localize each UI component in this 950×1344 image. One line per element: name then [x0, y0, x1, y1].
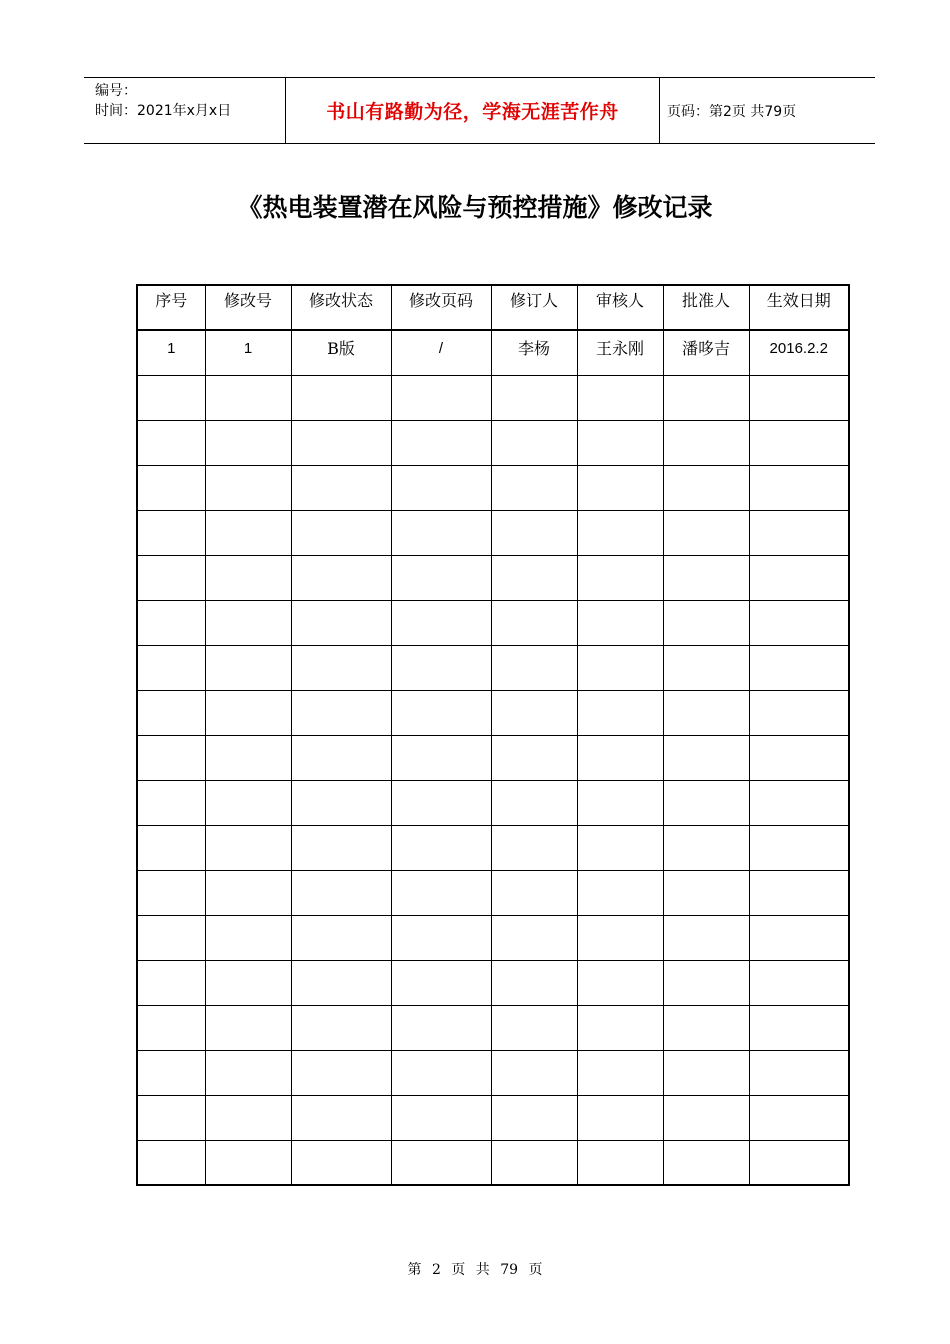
table-cell — [491, 420, 577, 465]
table-cell — [491, 1050, 577, 1095]
table-cell — [491, 645, 577, 690]
table-cell — [577, 1095, 663, 1140]
table-cell — [577, 555, 663, 600]
table-row — [137, 1140, 849, 1185]
table-cell — [205, 645, 291, 690]
table-cell — [137, 375, 205, 420]
table-cell — [391, 1005, 491, 1050]
table-cell — [663, 465, 749, 510]
table-cell — [291, 510, 391, 555]
table-cell — [137, 870, 205, 915]
table-cell — [663, 870, 749, 915]
table-cell — [749, 915, 849, 960]
table-cell — [663, 915, 749, 960]
table-row — [137, 330, 849, 375]
table-cell — [205, 870, 291, 915]
table-cell — [205, 780, 291, 825]
table-cell — [491, 555, 577, 600]
col-header-reviewer: 审核人 — [577, 285, 663, 330]
table-cell — [749, 690, 849, 735]
table-cell: 2016.2.2 — [749, 330, 849, 375]
table-cell — [663, 960, 749, 1005]
table-cell — [391, 645, 491, 690]
table-cell — [291, 1095, 391, 1140]
table-cell — [391, 690, 491, 735]
table-cell — [663, 735, 749, 780]
table-cell — [291, 915, 391, 960]
table-cell — [749, 735, 849, 780]
table-cell — [291, 825, 391, 870]
table-cell — [391, 915, 491, 960]
table-cell — [137, 600, 205, 645]
table-row — [137, 690, 849, 735]
table-cell — [577, 645, 663, 690]
table-cell — [663, 555, 749, 600]
table-cell — [391, 1095, 491, 1140]
table-cell — [205, 1095, 291, 1140]
table-cell — [205, 600, 291, 645]
table-cell — [137, 1095, 205, 1140]
table-cell — [205, 375, 291, 420]
table-cell — [205, 465, 291, 510]
table-cell — [391, 780, 491, 825]
table-cell — [577, 735, 663, 780]
table-cell — [205, 1005, 291, 1050]
table-cell — [663, 645, 749, 690]
table-cell — [663, 600, 749, 645]
table-cell — [491, 375, 577, 420]
doc-number-label: 编号： — [95, 83, 137, 99]
table-cell — [391, 465, 491, 510]
table-cell — [663, 1050, 749, 1095]
table-row — [137, 915, 849, 960]
table-cell — [577, 1005, 663, 1050]
table-cell — [391, 600, 491, 645]
table-cell — [749, 555, 849, 600]
col-header-revision-no: 修改号 — [205, 285, 291, 330]
table-cell — [291, 1140, 391, 1185]
table-cell: 潘哆吉 — [663, 330, 749, 375]
table-cell — [137, 555, 205, 600]
table-cell — [391, 555, 491, 600]
table-cell — [491, 600, 577, 645]
table-cell — [491, 1005, 577, 1050]
table-cell — [205, 420, 291, 465]
table-cell — [663, 375, 749, 420]
table-cell — [291, 960, 391, 1005]
table-cell — [663, 1140, 749, 1185]
table-row — [137, 1050, 849, 1095]
table-cell — [205, 555, 291, 600]
table-cell — [577, 465, 663, 510]
table-cell — [205, 825, 291, 870]
table-cell — [291, 600, 391, 645]
table-cell — [391, 735, 491, 780]
table-row — [137, 465, 849, 510]
table-cell — [749, 600, 849, 645]
table-cell — [491, 690, 577, 735]
document-header — [84, 77, 875, 144]
table-cell — [291, 465, 391, 510]
table-cell — [663, 1095, 749, 1140]
header-page-number: 页码：第2页 共79页 — [667, 103, 797, 120]
table-cell: B版 — [291, 330, 391, 375]
table-cell — [577, 375, 663, 420]
table-cell — [749, 1005, 849, 1050]
table-cell — [663, 780, 749, 825]
table-cell — [391, 375, 491, 420]
table-row — [137, 555, 849, 600]
table-row — [137, 825, 849, 870]
table-cell — [137, 915, 205, 960]
table-cell — [291, 645, 391, 690]
page-footer: 第 2 页 共 79 页 — [407, 1262, 543, 1278]
table-cell — [491, 825, 577, 870]
table-cell — [205, 690, 291, 735]
table-cell — [291, 690, 391, 735]
table-cell — [205, 915, 291, 960]
table-cell — [491, 510, 577, 555]
table-cell — [577, 600, 663, 645]
table-row — [137, 735, 849, 780]
table-cell — [491, 780, 577, 825]
table-cell — [577, 510, 663, 555]
table-cell — [137, 1050, 205, 1095]
table-cell — [291, 420, 391, 465]
table-cell — [577, 780, 663, 825]
table-cell — [749, 780, 849, 825]
table-cell: 王永刚 — [577, 330, 663, 375]
table-cell — [749, 960, 849, 1005]
table-cell: 1 — [205, 330, 291, 375]
table-row — [137, 1095, 849, 1140]
table-cell — [391, 420, 491, 465]
table-cell — [137, 960, 205, 1005]
table-cell — [137, 510, 205, 555]
table-cell — [749, 825, 849, 870]
page-title: 《热电装置潜在风险与预控措施》修改记录 — [237, 193, 713, 222]
doc-time-label: 时间：2021年x月x日 — [95, 103, 232, 119]
table-cell — [577, 915, 663, 960]
table-cell — [137, 825, 205, 870]
table-cell — [391, 1140, 491, 1185]
table-cell — [291, 870, 391, 915]
table-cell — [749, 645, 849, 690]
table-row — [137, 870, 849, 915]
table-cell — [491, 960, 577, 1005]
table-cell — [137, 645, 205, 690]
table-cell — [137, 1005, 205, 1050]
table-cell — [291, 780, 391, 825]
col-header-seq: 序号 — [137, 285, 205, 330]
table-cell — [577, 825, 663, 870]
table-cell — [577, 690, 663, 735]
col-header-revision-status: 修改状态 — [291, 285, 391, 330]
table-row — [137, 375, 849, 420]
table-cell — [577, 420, 663, 465]
table-cell — [491, 915, 577, 960]
table-cell — [749, 1050, 849, 1095]
table-row — [137, 600, 849, 645]
table-cell — [391, 825, 491, 870]
table-cell — [663, 1005, 749, 1050]
table-cell — [205, 960, 291, 1005]
table-cell — [663, 825, 749, 870]
table-row — [137, 420, 849, 465]
col-header-reviser: 修订人 — [491, 285, 577, 330]
table-cell — [137, 1140, 205, 1185]
table-cell — [291, 375, 391, 420]
revision-table — [136, 284, 850, 1186]
table-cell — [391, 1050, 491, 1095]
table-header-row — [137, 285, 849, 330]
table-cell — [491, 1095, 577, 1140]
table-cell — [137, 735, 205, 780]
table-cell — [391, 960, 491, 1005]
col-header-revised-pages: 修改页码 — [391, 285, 491, 330]
table-cell — [391, 510, 491, 555]
table-cell — [205, 510, 291, 555]
table-cell: / — [391, 330, 491, 375]
table-cell — [577, 870, 663, 915]
table-cell — [291, 735, 391, 780]
table-cell — [391, 870, 491, 915]
table-cell — [491, 1140, 577, 1185]
table-cell: 李杨 — [491, 330, 577, 375]
table-cell — [205, 1050, 291, 1095]
table-cell — [491, 465, 577, 510]
table-row — [137, 960, 849, 1005]
table-cell — [205, 1140, 291, 1185]
table-cell — [749, 510, 849, 555]
table-cell — [749, 465, 849, 510]
table-cell — [663, 510, 749, 555]
col-header-approver: 批准人 — [663, 285, 749, 330]
table-cell — [205, 735, 291, 780]
table-cell — [291, 555, 391, 600]
col-header-effective-date: 生效日期 — [749, 285, 849, 330]
table-cell: 1 — [137, 330, 205, 375]
table-row — [137, 510, 849, 555]
table-row — [137, 780, 849, 825]
table-row — [137, 1005, 849, 1050]
table-cell — [491, 870, 577, 915]
table-cell — [663, 690, 749, 735]
table-cell — [291, 1005, 391, 1050]
header-meta — [84, 78, 286, 143]
header-motto: 书山有路勤为径，学海无涯苦作舟 — [286, 78, 660, 143]
table-cell — [663, 420, 749, 465]
table-cell — [749, 420, 849, 465]
table-cell — [577, 1050, 663, 1095]
table-cell — [137, 465, 205, 510]
table-row — [137, 645, 849, 690]
table-cell — [137, 780, 205, 825]
table-cell — [577, 1140, 663, 1185]
table-cell — [491, 735, 577, 780]
table-cell — [291, 1050, 391, 1095]
table-cell — [137, 420, 205, 465]
table-cell — [749, 1095, 849, 1140]
table-cell — [749, 1140, 849, 1185]
table-cell — [749, 870, 849, 915]
table-cell — [577, 960, 663, 1005]
table-cell — [749, 375, 849, 420]
table-cell — [137, 690, 205, 735]
